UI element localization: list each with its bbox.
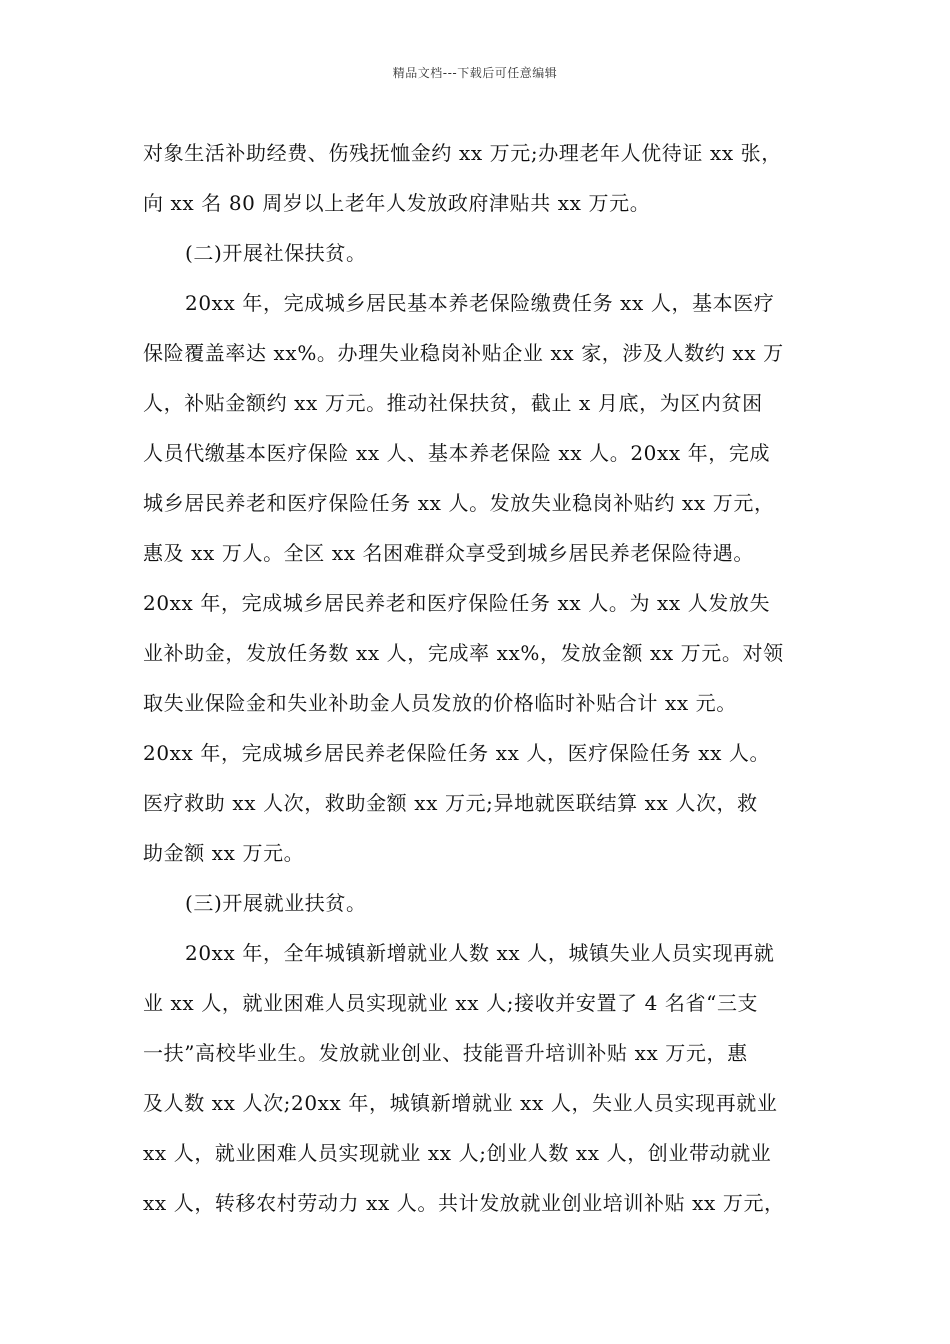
text-line: xx 人，就业困难人员实现就业 xx 人;创业人数 xx 人，创业带动就业 xyxy=(143,1141,772,1165)
text-line: 20xx 年，完成城乡居民养老保险任务 xx 人，医疗保险任务 xx 人。 xyxy=(143,741,771,765)
text-line: 对象生活补助经费、伤残抚恤金约 xx 万元;办理老年人优待证 xx 张， xyxy=(143,141,782,165)
text-line: 取失业保险金和失业补助金人员发放的价格临时补贴合计 xx 元。 xyxy=(143,691,737,715)
text-line: 医疗救助 xx 人次，救助金额 xx 万元;异地就医联结算 xx 人次，救 xyxy=(143,791,758,815)
document-body xyxy=(143,128,833,1228)
text-line: 业补助金，发放任务数 xx 人，完成率 xx%，发放金额 xx 万元。对领 xyxy=(143,641,784,665)
text-line: 及人数 xx 人次;20xx 年，城镇新增就业 xx 人，失业人员实现再就业 xyxy=(143,1091,778,1115)
section-heading: (三)开展就业扶贫。 xyxy=(185,891,367,915)
text-line: 人，补贴金额约 xx 万元。推动社保扶贫，截止 x 月底，为区内贫困 xyxy=(143,391,763,415)
text-line: 保险覆盖率达 xx%。办理失业稳岗补贴企业 xx 家，涉及人数约 xx 万 xyxy=(143,341,784,365)
text-line: 20xx 年，完成城乡居民养老和医疗保险任务 xx 人。为 xx 人发放失 xyxy=(143,591,771,615)
text-line: xx 人，转移农村劳动力 xx 人。共计发放就业创业培训补贴 xx 万元， xyxy=(143,1191,785,1215)
text-line: 向 xx 名 80 周岁以上老年人发放政府津贴共 xx 万元。 xyxy=(143,191,651,215)
text-line: 20xx 年，完成城乡居民基本养老保险缴费任务 xx 人，基本医疗 xyxy=(185,291,775,315)
text-line: 助金额 xx 万元。 xyxy=(143,841,305,865)
text-line: 20xx 年，全年城镇新增就业人数 xx 人，城镇失业人员实现再就 xyxy=(185,941,775,965)
section-heading: (二)开展社保扶贫。 xyxy=(185,241,367,265)
page-header: 精品文档---下载后可任意编辑 xyxy=(392,66,558,80)
text-line: 一扶”高校毕业生。发放就业创业、技能晋升培训补贴 xx 万元，惠 xyxy=(143,1041,748,1065)
text-line: 惠及 xx 万人。全区 xx 名困难群众享受到城乡居民养老保险待遇。 xyxy=(143,541,754,565)
text-line: 业 xx 人，就业困难人员实现就业 xx 人;接收并安置了 4 名省“三支 xyxy=(143,991,759,1015)
text-line: 人员代缴基本医疗保险 xx 人、基本养老保险 xx 人。20xx 年，完成 xyxy=(143,441,771,465)
text-line: 城乡居民养老和医疗保险任务 xx 人。发放失业稳岗补贴约 xx 万元， xyxy=(143,491,775,515)
